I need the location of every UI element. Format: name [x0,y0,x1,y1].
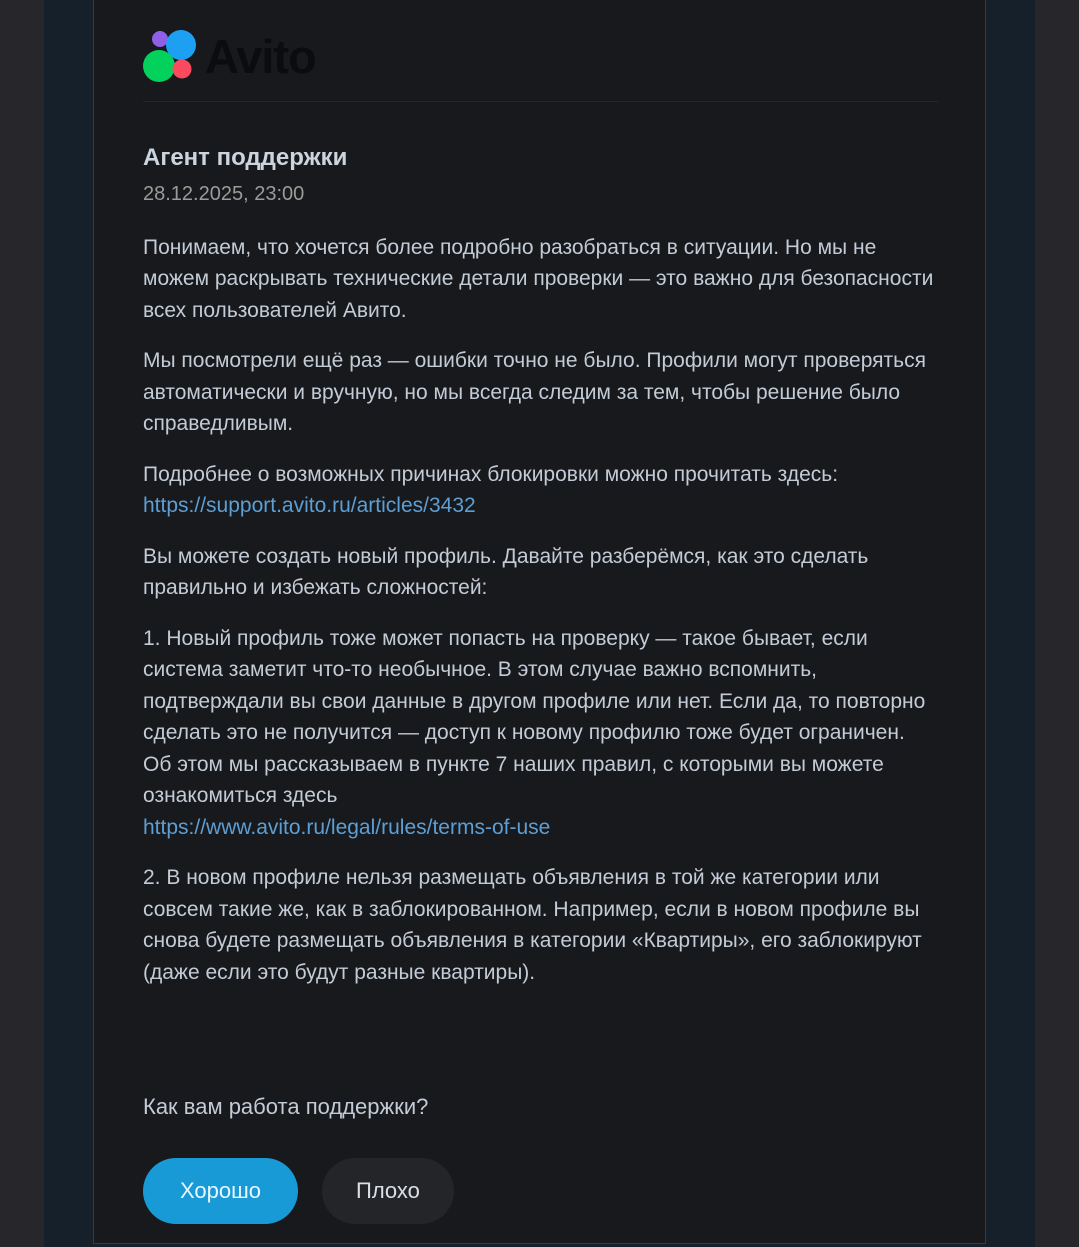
list-item-2: 2. В новом профиле нельзя размещать объявления в той же категории или совсем такие же, как в заблокированном. Например, если в новом профиле вы снова будете размещать объявления в категории «Квартиры», его заблокируют (даже если это будут разные квартиры). [143,866,922,984]
sender-name: Агент поддержки [143,144,348,171]
paragraph-intro: Понимаем, что хочется более подробно разобраться в ситуации. Но мы не можем раскрывать технические детали проверки — это важно для безопасности всех пользователей Авито. [143,235,934,322]
feedback-buttons [143,1158,938,1224]
support-articles-link[interactable]: https://support.avito.ru/articles/3432 [143,494,476,518]
message-timestamp: 28.12.2025, 23:00 [143,182,305,205]
avito-logo-icon [143,25,199,83]
terms-of-use-link[interactable]: https://www.avito.ru/legal/rules/terms-of-use [143,815,551,839]
feedback-good-button[interactable]: Хорошо [143,1158,298,1224]
avito-logo [143,26,938,82]
paragraph-recheck: Мы посмотрели ещё раз — ошибки точно не было. Профили могут проверяться автоматически и вручную, но мы всегда следим за тем, чтобы решение было справедливым. [143,349,926,436]
block-reasons-text: Подробнее о возможных причинах блокировки можно прочитать здесь: [143,462,839,486]
paragraph-new-profile: Вы можете создать новый профиль. Давайте разберёмся, как это сделать правильно и избежать сложностей: [143,544,869,600]
email-message-panel [93,0,986,1244]
list-item-1-text: 1. Новый профиль тоже может попасть на проверку — такое бывает, если система заметит что-то необычное. В этом случае важно вспомнить, подтверждали вы свои данные в другом профиле или нет. Если да, то повторно сделать это не получится — доступ к новому профилю тоже будет ограничен. Об этом мы рассказываем в пункте 7 наших правил, с которыми вы можете ознакомиться здесь [143,626,926,808]
feedback-question: Как вам работа поддержки? [143,1094,429,1120]
feedback-bad-button[interactable]: Плохо [322,1158,454,1224]
feedback-block [143,1093,938,1224]
message-body [143,232,938,989]
paragraph-block-reasons [143,459,938,522]
avito-logo-wordmark: Avito [205,29,316,83]
list-item-1 [143,623,938,844]
header-divider [143,101,938,102]
